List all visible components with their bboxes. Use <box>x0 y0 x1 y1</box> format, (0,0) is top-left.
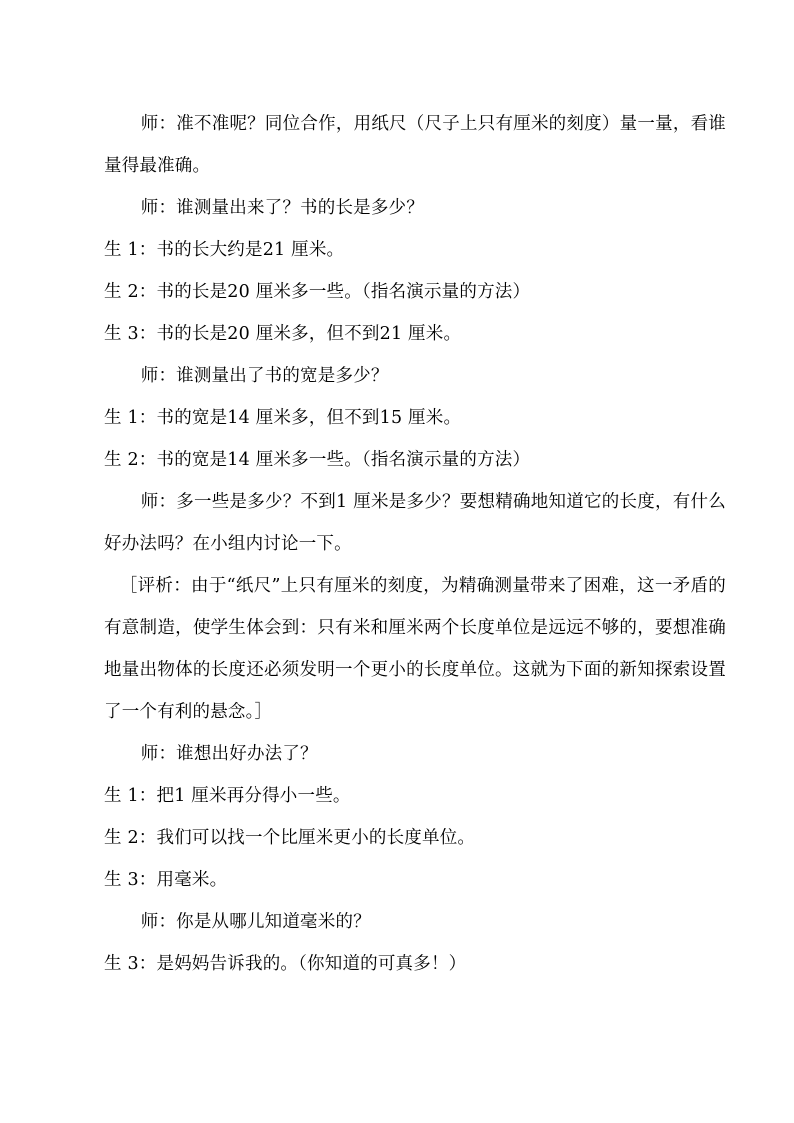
speaker-label: 生 2 <box>104 828 139 848</box>
speaker-label: 师 <box>140 366 159 386</box>
dialogue-paragraph <box>104 187 726 229</box>
dialogue-text: ：书的长大约是21 厘米。 <box>138 240 345 260</box>
speaker-label: 生 3 <box>104 954 139 974</box>
speaker-label: 师 <box>140 744 159 764</box>
dialogue-text: ：谁测量出了书的宽是多少？ <box>158 366 389 386</box>
dialogue-text: ：你是从哪儿知道毫米的？ <box>158 912 371 932</box>
dialogue-paragraph <box>104 901 726 943</box>
speaker-label: 生 2 <box>104 282 139 302</box>
dialogue-paragraph <box>104 733 726 775</box>
dialogue-text: ：多一些是多少？不到1 厘米是多少？要想精确地知道它的长度，有什么好办法吗？在小组内讨论一下。 <box>104 492 727 554</box>
speaker-label: 生 3 <box>104 324 139 344</box>
dialogue-paragraph <box>104 271 726 313</box>
dialogue-text: ：准不准呢？同位合作，用纸尺（尺子上只有厘米的刻度）量一量，看谁量得最准确。 <box>104 114 727 176</box>
dialogue-text: ：用毫米。 <box>138 870 228 890</box>
speaker-label: 生 2 <box>104 450 139 470</box>
dialogue-paragraph <box>104 229 726 271</box>
commentary-text: ［评析：由于“纸尺”上只有厘米的刻度，为精确测量带来了困难，这一矛盾的有意制造，使学生体会到：只有米和厘米两个长度单位是远远不够的，要想准确地量出物体的长度还必须发明一个更小的长度单位。这就为下面的新知探索设置了一个有利的悬念。］ <box>104 576 726 722</box>
dialogue-paragraph <box>104 859 726 901</box>
dialogue-paragraph <box>104 481 726 565</box>
dialogue-paragraph <box>104 103 726 187</box>
dialogue-paragraph <box>104 775 726 817</box>
dialogue-text: ：书的宽是14 厘米多，但不到15 厘米。 <box>138 408 462 428</box>
dialogue-paragraph <box>104 397 726 439</box>
speaker-label: 师 <box>140 912 159 932</box>
dialogue-text: ：书的宽是14 厘米多一些。（指名演示量的方法） <box>138 450 531 470</box>
dialogue-text: ：谁测量出来了？书的长是多少？ <box>158 198 424 218</box>
speaker-label: 生 3 <box>104 870 139 890</box>
speaker-label: 师 <box>140 492 159 512</box>
dialogue-paragraph <box>104 817 726 859</box>
dialogue-text: ：谁想出好办法了？ <box>158 744 318 764</box>
dialogue-text: ：书的长是20 厘米多一些。（指名演示量的方法） <box>138 282 531 302</box>
dialogue-text: ：把1 厘米再分得小一些。 <box>138 786 351 806</box>
dialogue-paragraph <box>104 355 726 397</box>
dialogue-text: ：是妈妈告诉我的。（你知道的可真多！） <box>138 954 467 974</box>
dialogue-paragraph <box>104 943 726 985</box>
speaker-label: 师 <box>140 198 159 218</box>
dialogue-text: ：我们可以找一个比厘米更小的长度单位。 <box>138 828 476 848</box>
speaker-label: 生 1 <box>104 408 139 428</box>
speaker-label: 生 1 <box>104 786 139 806</box>
dialogue-paragraph <box>104 313 726 355</box>
speaker-label: 师 <box>140 114 159 134</box>
speaker-label: 生 1 <box>104 240 139 260</box>
dialogue-paragraph <box>104 439 726 481</box>
dialogue-text: ：书的长是20 厘米多，但不到21 厘米。 <box>138 324 462 344</box>
commentary-paragraph <box>104 565 726 733</box>
